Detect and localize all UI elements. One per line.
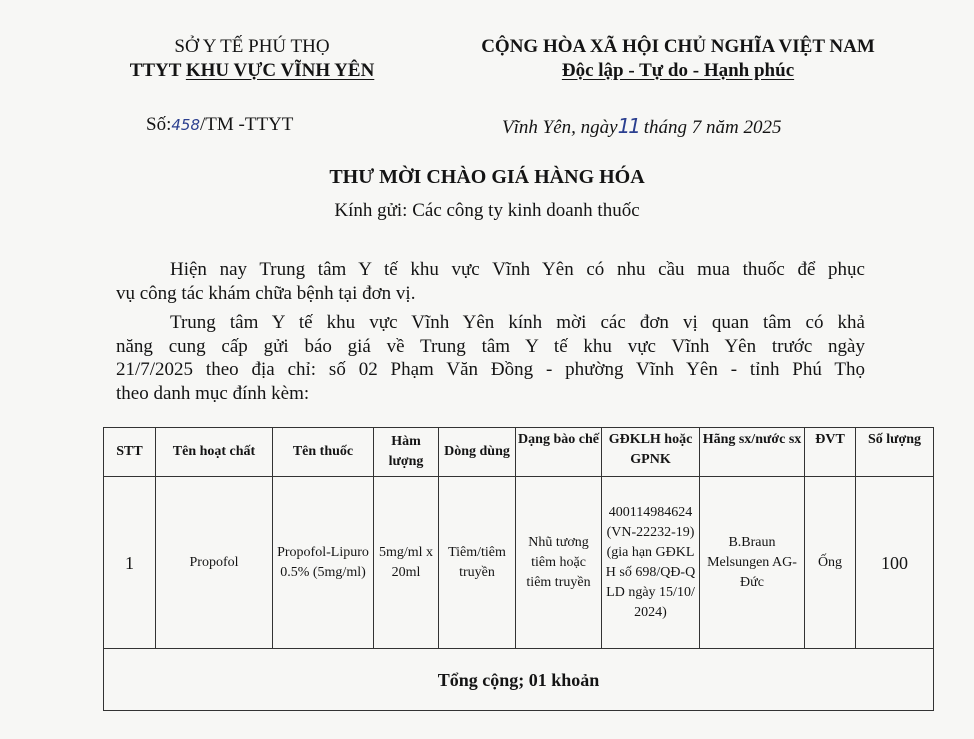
table-header-row [104, 428, 934, 477]
cell-drug-name: Propofol-Lipuro 0.5% (5mg/ml) [273, 477, 374, 649]
goods-table [103, 427, 934, 711]
header-strength: Hàm lượng [374, 428, 439, 477]
date-line-handwritten-day: 11 [617, 114, 640, 138]
paragraph-2 [116, 311, 865, 405]
cell-manufacturer: B.Braun Melsungen AG-Đức [700, 477, 805, 649]
header-dosage-form: Dạng bào chế [516, 428, 602, 477]
header-quantity: Số lượng [856, 428, 934, 477]
cell-license: 400114984624 (VN-22232-19) (gia hạn GĐKLH số 698/QĐ-QLD ngày 15/10/2024) [602, 477, 700, 649]
cell-stt: 1 [104, 477, 156, 649]
date-line [502, 114, 782, 139]
table-row [104, 477, 934, 649]
paragraph-2-line-1: Trung tâm Y tế khu vực Vĩnh Yên kính mời các đơn vị quan tâm có khả [170, 312, 865, 333]
cell-total: Tổng cộng; 01 khoản [104, 649, 934, 711]
header-route: Dòng dùng [439, 428, 516, 477]
agency-name-prefix: TTYT [129, 60, 186, 81]
paragraph-1-line-1: Hiện nay Trung tâm Y tế khu vực Vĩnh Yên có nhu cầu mua thuốc để phục [170, 259, 865, 280]
paragraph-2-line-3: 21/7/2025 theo địa chỉ: số 02 Phạm Văn Đồng - phường Vĩnh Yên - tỉnh Phú Thọ [116, 359, 865, 380]
header-license: GĐKLH hoặc GPNK [602, 428, 700, 477]
paragraph-2-line-4: theo danh mục đính kèm: [116, 382, 310, 404]
date-line-prefix: Vĩnh Yên, ngày [502, 117, 618, 138]
agency-parent-text: SỞ Y TẾ PHÚ THỌ [174, 36, 330, 57]
cell-strength: 5mg/ml x 20ml [374, 477, 439, 649]
table-total-row [104, 649, 934, 711]
national-title [438, 36, 918, 58]
header-manufacturer: Hãng sx/nước sx [700, 428, 805, 477]
paragraph-2-line-2: năng cung cấp gửi báo giá về Trung tâm Y tế khu vực Vĩnh Yên trước ngày [116, 335, 865, 357]
cell-route: Tiêm/tiêm truyền [439, 477, 516, 649]
document-number-prefix: Số: [146, 114, 172, 135]
document-number-handwritten: 458 [171, 116, 200, 134]
national-title-text: CỘNG HÒA XÃ HỘI CHỦ NGHĨA VIỆT NAM [481, 36, 875, 57]
header-drug-name: Tên thuốc [273, 428, 374, 477]
document-title [0, 166, 974, 189]
paragraph-1 [116, 258, 865, 305]
salutation-text: Kính gửi: Các công ty kinh doanh thuốc [334, 200, 640, 221]
document-number-suffix: /TM -TTYT [200, 114, 294, 135]
document-title-text: THƯ MỜI CHÀO GIÁ HÀNG HÓA [329, 166, 645, 188]
document-number [146, 114, 293, 136]
agency-name-underlined: KHU VỰC VĨNH YÊN [185, 60, 375, 81]
header-unit: ĐVT [805, 428, 856, 477]
header-active-ingredient: Tên hoạt chất [156, 428, 273, 477]
cell-dosage-form: Nhũ tương tiêm hoặc tiêm truyền [516, 477, 602, 649]
national-motto [438, 60, 918, 82]
header-stt: STT [104, 428, 156, 477]
salutation [0, 200, 974, 222]
cell-unit: Ống [805, 477, 856, 649]
cell-quantity: 100 [856, 477, 934, 649]
cell-active-ingredient: Propofol [156, 477, 273, 649]
paragraph-1-line-2: vụ công tác khám chữa bệnh tại đơn vị. [116, 282, 416, 304]
agency-name [84, 60, 420, 82]
date-line-suffix: tháng 7 năm 2025 [643, 117, 782, 138]
national-motto-text: Độc lập - Tự do - Hạnh phúc [561, 60, 795, 81]
agency-parent [104, 36, 400, 58]
